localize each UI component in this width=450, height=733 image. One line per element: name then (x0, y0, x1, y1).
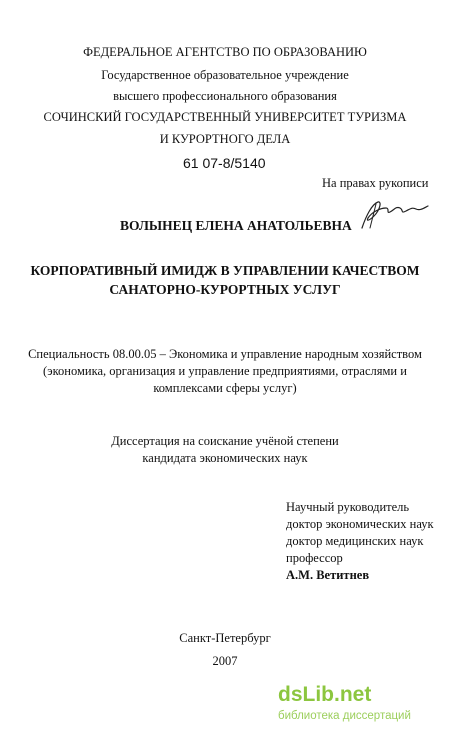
city: Санкт-Петербург (179, 631, 271, 645)
institution-type-line1: Государственное образовательное учреждение (101, 68, 349, 82)
signature-image (356, 194, 432, 234)
dslib-watermark[interactable] (278, 683, 446, 729)
university-name-line2: И КУРОРТНОГО ДЕЛА (159, 132, 291, 146)
agency-name: ФЕДЕРАЛЬНОЕ АГЕНТСТВО ПО ОБРАЗОВАНИЮ (83, 45, 367, 59)
dslib-logo (278, 683, 371, 707)
degree-line1: Диссертация на соискание учёной степени (111, 434, 339, 448)
title-line2: САНАТОРНО-КУРОРТНЫХ УСЛУГ (109, 282, 341, 297)
degree-line2: кандидата экономических наук (142, 451, 308, 465)
author-name: ВОЛЫНЕЦ ЕЛЕНА АНАТОЛЬЕВНА (120, 218, 352, 233)
rights-note: На правах рукописи (322, 176, 429, 190)
catalog-code: 61 07-8/5140 (183, 155, 266, 171)
supervisor-role: Научный руководитель (286, 500, 410, 514)
specialty-line1: Специальность 08.00.05 – Экономика и управление народным хозяйством (28, 347, 422, 361)
supervisor-degree1: доктор экономических наук (286, 517, 434, 531)
institution-type-line2: высшего профессионального образования (113, 89, 337, 103)
supervisor-rank: профессор (286, 551, 343, 565)
university-name-line1: СОЧИНСКИЙ ГОСУДАРСТВЕННЫЙ УНИВЕРСИТЕТ ТУРИЗМА (43, 110, 407, 124)
supervisor-degree2: доктор медицинских наук (286, 534, 424, 548)
logo-part-ds: ds (278, 683, 303, 706)
supervisor-name: А.М. Ветитнев (286, 568, 370, 582)
specialty-line3: комплексами сферы услуг) (153, 381, 297, 395)
logo-part-lib: Lib (302, 683, 335, 706)
dslib-subtitle: библиотека диссертаций (278, 710, 411, 722)
year: 2007 (212, 654, 238, 668)
logo-part-net: .net (334, 683, 372, 706)
specialty-line2: (экономика, организация и управление предприятиями, отраслями и (43, 364, 407, 378)
title-line1: КОРПОРАТИВНЫЙ ИМИДЖ В УПРАВЛЕНИИ КАЧЕСТВОМ (30, 263, 420, 278)
